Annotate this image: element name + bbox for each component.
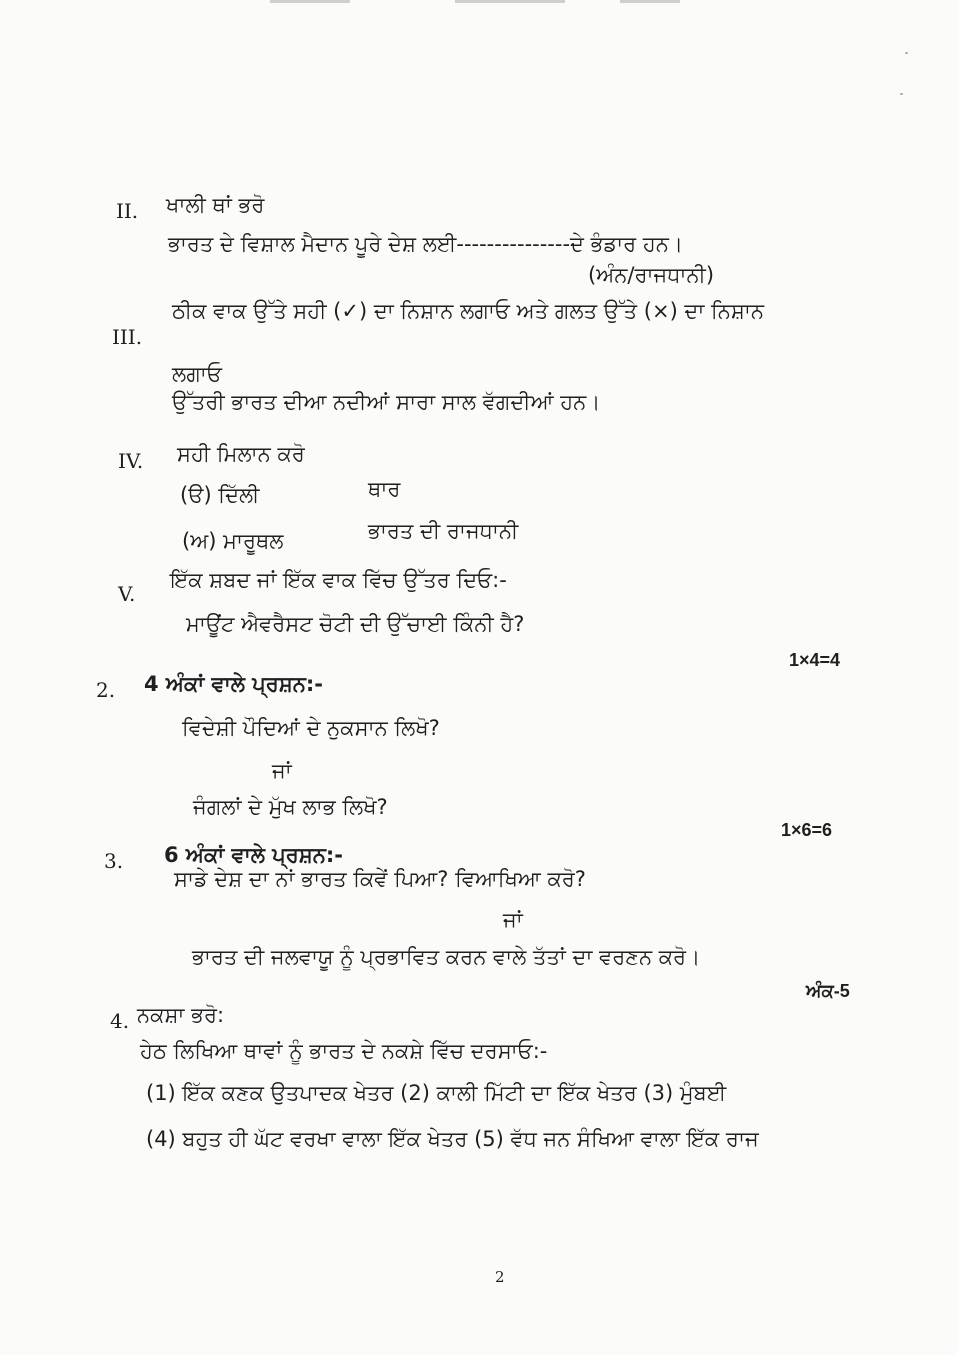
section-II-heading: ਖਾਲੀ ਥਾਂ ਭਰੋ	[166, 193, 265, 217]
match-left-item: (ੳ) ਦਿੱਲੀ	[180, 483, 260, 507]
section-V-heading: ਇੱਕ ਸ਼ਬਦ ਜਾਂ ਇੱਕ ਵਾਕ ਵਿੱਚ ਉੱਤਰ ਦਿਓ:-	[170, 568, 507, 592]
marks-label-q4: ਅੰਕ-5	[806, 981, 850, 1001]
scan-top-edge	[455, 0, 565, 3]
question-3-option-b: ਭਾਰਤ ਦੀ ਜਲਵਾਯੂ ਨੂੰ ਪ੍ਰਭਾਵਿਤ ਕਰਨ ਵਾਲੇ ਤੱਤਾਂ ਦਾ ਵਰਣਨ ਕਰੋ।	[192, 945, 701, 969]
section-number-II: II.	[116, 199, 139, 223]
question-2-option-a: ਵਿਦੇਸ਼ੀ ਪੌਦਿਆਂ ਦੇ ਨੁਕਸਾਨ ਲਿਖੋ?	[182, 716, 440, 740]
fill-blank-sentence: ਭਾਰਤ ਦੇ ਵਿਸ਼ਾਲ ਮੈਦਾਨ ਪੂਰੇ ਦੇਸ਼ ਲਈ---------------ਦੇ ਭੰਡਾਰ ਹਨ।	[168, 232, 684, 256]
scan-speck	[905, 52, 908, 54]
page-number: 2	[495, 1268, 505, 1286]
question-number-4: 4.	[110, 1009, 130, 1033]
match-right-item: ਭਾਰਤ ਦੀ ਰਾਜਧਾਨੀ	[368, 519, 519, 543]
scan-speck	[900, 93, 903, 95]
question-3-heading: 6 ਅੰਕਾਂ ਵਾਲੇ ਪ੍ਰਸ਼ਨ:-	[164, 843, 344, 867]
question-4-heading: ਨਕਸ਼ਾ ਭਰੋ:	[137, 1003, 225, 1027]
section-III-heading: ਠੀਕ ਵਾਕ ਉੱਤੇ ਸਹੀ (✓) ਦਾ ਨਿਸ਼ਾਨ ਲਗਾਓ ਅਤੇ ਗਲਤ ਉੱਤੇ (×) ਦਾ ਨਿਸ਼ਾਨ	[172, 299, 765, 323]
or-separator: ਜਾਂ	[272, 759, 292, 783]
match-left-item: (ਅ) ਮਾਰੂਥਲ	[182, 529, 284, 553]
question-3-option-a: ਸਾਡੇ ਦੇਸ਼ ਦਾ ਨਾਂ ਭਾਰਤ ਕਿਵੇਂ ਪਿਆ? ਵਿਆਖਿਆ ਕਰੋ?	[174, 867, 586, 891]
question-number-3: 3.	[104, 849, 124, 873]
section-III-heading-continued: ਲਗਾਓ	[172, 362, 222, 386]
question-2-heading: 4 ਅੰਕਾਂ ਵਾਲੇ ਪ੍ਰਸ਼ਨ:-	[144, 672, 324, 696]
section-number-IV: IV.	[118, 449, 144, 473]
one-word-question: ਮਾਊਂਟ ਐਵਰੈਸਟ ਚੋਟੀ ਦੀ ਉੱਚਾਈ ਕਿੰਨੀ ਹੈ?	[186, 612, 525, 636]
fill-blank-options: (ਅੰਨ/ਰਾਜਧਾਨੀ)	[588, 263, 715, 287]
map-items-line-1: (1) ਇੱਕ ਕਣਕ ਉਤਪਾਦਕ ਖੇਤਰ (2) ਕਾਲੀ ਮਿੱਟੀ ਦਾ ਇੱਕ ਖੇਤਰ (3) ਮੁੰਬਈ	[146, 1081, 727, 1105]
marks-label-q3: 1×6=6	[781, 820, 833, 840]
section-IV-heading: ਸਹੀ ਮਿਲਾਨ ਕਰੋ	[177, 442, 305, 466]
scan-top-edge	[620, 0, 680, 3]
section-number-V: V.	[118, 582, 136, 606]
question-number-2: 2.	[96, 678, 116, 702]
question-2-option-b: ਜੰਗਲਾਂ ਦੇ ਮੁੱਖ ਲਾਭ ਲਿਖੋ?	[193, 795, 388, 819]
true-false-sentence: ਉੱਤਰੀ ਭਾਰਤ ਦੀਆ ਨਦੀਆਂ ਸਾਰਾ ਸਾਲ ਵੱਗਦੀਆਂ ਹਨ।	[172, 390, 601, 414]
match-right-item: ਥਾਰ	[368, 477, 401, 501]
map-items-line-2: (4) ਬਹੁਤ ਹੀ ਘੱਟ ਵਰਖਾ ਵਾਲਾ ਇੱਕ ਖੇਤਰ (5) ਵੱਧ ਜਨ ਸੰਖਿਆ ਵਾਲਾ ਇੱਕ ਰਾਜ	[146, 1127, 759, 1151]
section-number-III: III.	[112, 325, 143, 349]
map-instruction: ਹੇਠ ਲਿਖਿਆ ਥਾਵਾਂ ਨੂੰ ਭਾਰਤ ਦੇ ਨਕਸ਼ੇ ਵਿੱਚ ਦਰਸਾਓ:-	[140, 1039, 548, 1063]
scan-top-edge	[270, 0, 350, 3]
marks-label-q2: 1×4=4	[789, 650, 841, 670]
or-separator: ਜਾਂ	[503, 908, 523, 932]
